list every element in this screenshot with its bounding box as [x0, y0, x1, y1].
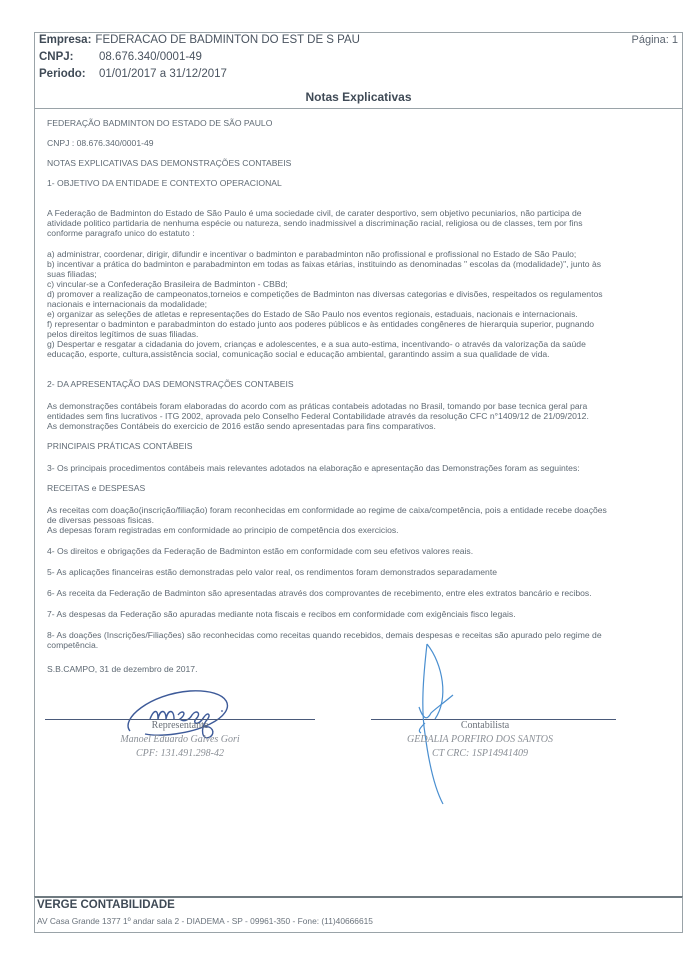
representative-cpf: CPF: 131.491.298-42 — [135, 748, 225, 759]
doc-title: NOTAS EXPLICATIVAS DAS DEMONSTRAÇÕES CONTABEIS — [47, 158, 292, 168]
empresa-label: Empresa: — [39, 34, 92, 46]
footer-company: VERGE CONTABILIDADE — [37, 899, 175, 911]
item-3: 3- Os principais procedimentos contábeis mais relevantes adotados na elaboração e apresentação das Demonstrações foram as seguintes: — [47, 463, 580, 473]
item-5: 5- As aplicações financeiras estão demonstradas pelo valor real, os rendimentos foram demonstrados separadamente — [47, 567, 497, 577]
item-4: 4- Os direitos e obrigações da Federação de Badminton estão em conformidade com seu efetivos valores reais. — [47, 546, 474, 556]
section1-intro-line: A Federação de Badminton do Estado de São Paulo é uma sociedade civil, de carater desportivo, sem objetivo pecuniarios, não participa de — [47, 208, 582, 218]
section1-item-line: f) representar o badminton e parabadminton do estado junto aos poderes públicos e às entidades congêneres de hierarquia superior, pugnando — [47, 319, 595, 329]
org-cnpj: CNPJ : 08.676.340/0001-49 — [47, 138, 154, 148]
periodo-label: Periodo: — [39, 68, 86, 80]
revenues-line: As depesas foram registradas em conformidade ao principio de competência dos exercicios. — [47, 525, 399, 535]
revenues-line: de diversas pessoas fisicas. — [47, 515, 154, 525]
section1-intro-line: atividade politico partidaria de nenhuma espécie ou natureza, sendo inadmissivel a discriminação racial, religiosa ou de classes, tem por fins — [47, 218, 583, 228]
place-date: S.B.CAMPO, 31 de dezembro de 2017. — [47, 664, 198, 674]
section1-intro-line: conforme paragrafo unico do estatuto : — [47, 228, 195, 238]
notes-body — [35, 109, 682, 896]
section1-item-line: g) Despertar e resgatar a cidadania do jovem, crianças e adolescentes, e a sua auto-estima, incentivando- o através da valorizaçõa da saúde — [47, 339, 586, 349]
item-7: 7- As despesas da Federação são apuradas mediante nota fiscais e recibos em conformidade com exigênciais fisco legais. — [47, 609, 516, 619]
periodo-value: 01/01/2017 a 31/12/2017 — [99, 68, 227, 80]
document-frame — [34, 32, 683, 897]
accountant-crc: CT CRC: 1SP14941409 — [432, 748, 528, 759]
section1-item-line: c) vincular-se a Confederação Brasileira de Badminton - CBBd; — [47, 279, 288, 289]
revenues-line: As receitas com doação(inscrição/filiação) foram reconhecidas em conformidade ao regime de caixa/competência, pois a entidade recebe doações — [47, 505, 607, 515]
section1-item-line: e) organizar as seleções de atletas e representações do Estado de São Paulo nos eventos regionais, estaduais, nacionais e internacionais. — [47, 309, 578, 319]
section1-item-line: pelos direitos legítimos de suas filiadas. — [47, 329, 199, 339]
cnpj-value: 08.676.340/0001-49 — [99, 51, 202, 63]
section1-item-line: educação, esporte, cultura,assistência social, comunicação social e educação ambiental, garantindo assim a sua qualidade de vida. — [47, 349, 550, 359]
cnpj-label: CNPJ: — [39, 51, 74, 63]
page-number: Página: 1 — [631, 34, 678, 46]
section2-title: 2- DA APRESENTAÇÃO DAS DEMONSTRAÇÕES CONTABEIS — [47, 379, 294, 389]
accountant-name: GEDALIA PORFIRO DOS SANTOS — [406, 734, 553, 745]
representative-name: Manoel Eduardo Galves Gori — [120, 734, 240, 745]
empresa-row — [39, 34, 360, 46]
cnpj-row — [39, 51, 202, 63]
section2-line: As demonstrações Contábeis do exercicio de 2016 estão sendo apresentadas para fins comparativos. — [47, 421, 436, 431]
practices-title: PRINCIPAIS PRÁTICAS CONTÁBEIS — [47, 441, 193, 451]
empresa-value: FEDERACAO DE BADMINTON DO EST DE S PAU — [95, 34, 360, 46]
report-header — [35, 33, 682, 109]
org-name: FEDERAÇÃO BADMINTON DO ESTADO DE SÃO PAULO — [47, 118, 273, 128]
section1-item-line: suas filiadas; — [47, 269, 97, 279]
item-6: 6- As receita da Federação de Badminton são apresentadas através dos comprovantes de recebimento, entre eles extratos bancário e recibos. — [47, 588, 592, 598]
section1-item-line: b) incentivar a prática do badminton e parabadminton em todas as faixas etárias, instituindo as denominadas " escolas da (modalidade)", junto às — [47, 259, 602, 269]
section1-item-line: d) promover a realização de campeonatos,torneios e competições de Badminton nas diversas categorias e divisões, respeitados os regulamentos — [47, 289, 603, 299]
item-8: 8- As doações (Inscrições/Filiações) são reconhecidas como receitas quando recebidos, demais despesas e receitas são apurado pelo regime de — [47, 630, 602, 640]
section2-line: As demonstrações contábeis foram elaboradas do acordo com as práticas contabeis adotadas no Brasil, tomando por base tecnica geral para — [47, 401, 588, 411]
section2-line: entidades sem fins lucrativos - ITG 2002, aprovada pelo Conselho Federal Contabilidade através da resolução CFC n°1409/12 de 21/09/2012. — [47, 411, 589, 421]
item-8-cont: competência. — [47, 640, 99, 650]
section1-item-line: nacionais e internacionais da modalidade; — [47, 299, 208, 309]
periodo-row — [39, 68, 227, 80]
section-title: Notas Explicativas — [305, 90, 412, 104]
revenues-title: RECEITAS e DESPESAS — [47, 483, 146, 493]
section1-title: 1- OBJETIVO DA ENTIDADE E CONTEXTO OPERACIONAL — [47, 178, 282, 188]
accountant-role: Contabilista — [460, 720, 510, 731]
footer — [34, 896, 683, 933]
representative-role: Representante — [151, 720, 209, 731]
section1-item-line: a) administrar, coordenar, dirigir, difundir e incentivar o badminton e parabadminton não profissional e profissional no Estado de São Paulo; — [47, 249, 577, 259]
footer-address: AV Casa Grande 1377 1º andar sala 2 - DIADEMA - SP - 09961-350 - Fone: (11)40666615 — [37, 916, 373, 926]
